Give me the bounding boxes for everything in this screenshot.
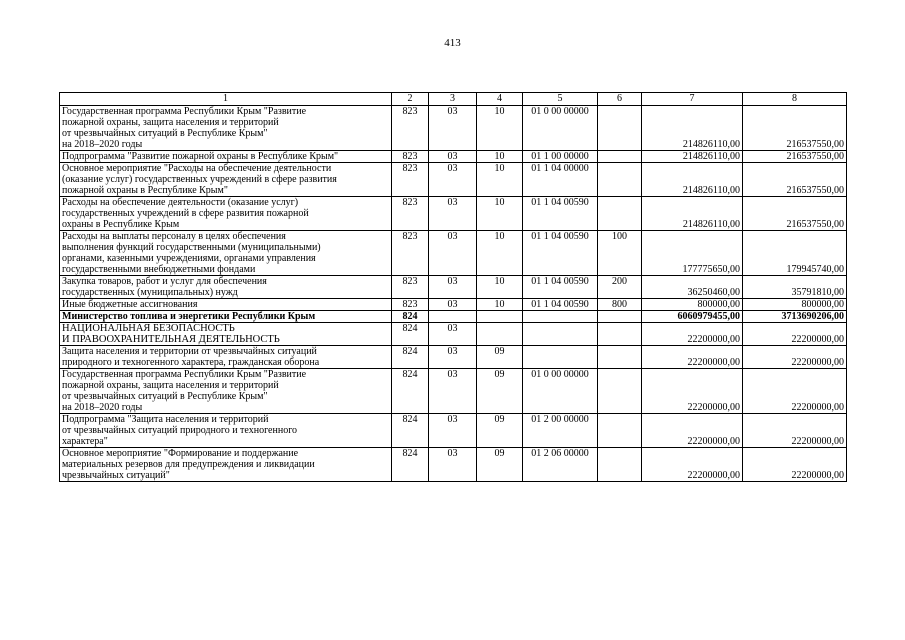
code-rz-cell: 03: [429, 276, 477, 299]
table-row: [60, 369, 847, 414]
page-number: 413: [444, 37, 461, 49]
amount-2019-cell: 6060979455,00: [642, 311, 743, 323]
code-pr-cell: 10: [477, 163, 523, 197]
code-csr-cell: 01 0 00 00000: [523, 369, 598, 414]
code-vr-cell: [598, 311, 642, 323]
amount-2020-cell: 3713690206,00: [743, 311, 847, 323]
code-gr-cell: 824: [392, 311, 429, 323]
table-row: [60, 346, 847, 369]
amount-2020-cell: 22200000,00: [743, 414, 847, 448]
code-rz-cell: 03: [429, 163, 477, 197]
amount-2019-cell: 22200000,00: [642, 414, 743, 448]
code-pr-cell: [477, 311, 523, 323]
code-pr-cell: 10: [477, 299, 523, 311]
amount-2020-cell: 800000,00: [743, 299, 847, 311]
code-csr-cell: 01 1 04 00000: [523, 163, 598, 197]
code-vr-cell: [598, 323, 642, 346]
amount-2019-cell: 214826110,00: [642, 151, 743, 163]
amount-2019-cell: 36250460,00: [642, 276, 743, 299]
code-rz-cell: 03: [429, 299, 477, 311]
table-row: [60, 151, 847, 163]
budget-table: [59, 92, 847, 482]
code-pr-cell: [477, 323, 523, 346]
code-rz-cell: 03: [429, 448, 477, 482]
code-gr-cell: 823: [392, 276, 429, 299]
code-csr-cell: 01 0 00 00000: [523, 106, 598, 151]
code-pr-cell: 09: [477, 369, 523, 414]
amount-2020-cell: 22200000,00: [743, 448, 847, 482]
code-rz-cell: 03: [429, 414, 477, 448]
code-rz-cell: 03: [429, 106, 477, 151]
code-vr-cell: [598, 106, 642, 151]
amount-2019-cell: 22200000,00: [642, 346, 743, 369]
code-csr-cell: 01 1 04 00590: [523, 276, 598, 299]
row-name-cell: Расходы на обеспечение деятельности (оказание услуг) государственных учреждений в сфере развития пожарной охраны в Республике Крым: [60, 197, 392, 231]
code-vr-cell: [598, 414, 642, 448]
table-row: [60, 106, 847, 151]
code-csr-cell: [523, 323, 598, 346]
header-row: [60, 93, 847, 106]
row-name-cell: Основное мероприятие "Формирование и поддержание материальных резервов для предупреждения и ликвидации чрезвычайных ситуаций": [60, 448, 392, 482]
code-gr-cell: 823: [392, 231, 429, 276]
amount-2020-cell: 22200000,00: [743, 323, 847, 346]
row-name-cell: Закупка товаров, работ и услуг для обеспечения государственных (муниципальных) нужд: [60, 276, 392, 299]
column-header: 2: [392, 93, 429, 106]
row-name-cell: Иные бюджетные ассигнования: [60, 299, 392, 311]
code-pr-cell: 10: [477, 276, 523, 299]
row-name-cell: Государственная программа Республики Крым "Развитие пожарной охраны, защита населения и территорий от чрезвычайных ситуаций в Республике Крым" на 2018–2020 годы: [60, 369, 392, 414]
column-header: 1: [60, 93, 392, 106]
table-row: [60, 163, 847, 197]
amount-2020-cell: 216537550,00: [743, 197, 847, 231]
table-row: [60, 448, 847, 482]
amount-2020-cell: 216537550,00: [743, 151, 847, 163]
row-name-cell: Основное мероприятие "Расходы на обеспечение деятельности (оказание услуг) государственных учреждений в сфере развития пожарной охраны в Республике Крым": [60, 163, 392, 197]
code-rz-cell: 03: [429, 323, 477, 346]
code-vr-cell: [598, 369, 642, 414]
code-csr-cell: 01 2 06 00000: [523, 448, 598, 482]
amount-2020-cell: 22200000,00: [743, 369, 847, 414]
amount-2019-cell: 22200000,00: [642, 323, 743, 346]
code-gr-cell: 824: [392, 346, 429, 369]
code-vr-cell: 100: [598, 231, 642, 276]
code-csr-cell: 01 1 04 00590: [523, 299, 598, 311]
code-gr-cell: 823: [392, 197, 429, 231]
amount-2019-cell: 22200000,00: [642, 448, 743, 482]
column-header: 7: [642, 93, 743, 106]
code-csr-cell: 01 1 04 00590: [523, 197, 598, 231]
code-csr-cell: 01 2 00 00000: [523, 414, 598, 448]
code-csr-cell: 01 1 04 00590: [523, 231, 598, 276]
amount-2020-cell: 22200000,00: [743, 346, 847, 369]
amount-2020-cell: 216537550,00: [743, 106, 847, 151]
code-rz-cell: 03: [429, 151, 477, 163]
amount-2019-cell: 800000,00: [642, 299, 743, 311]
amount-2020-cell: 216537550,00: [743, 163, 847, 197]
amount-2019-cell: 22200000,00: [642, 369, 743, 414]
code-gr-cell: 824: [392, 323, 429, 346]
column-header: 5: [523, 93, 598, 106]
row-name-cell: Подпрограмма "Защита населения и территорий от чрезвычайных ситуаций природного и техногенного характера": [60, 414, 392, 448]
code-gr-cell: 824: [392, 448, 429, 482]
code-vr-cell: [598, 163, 642, 197]
code-vr-cell: [598, 448, 642, 482]
table-row: [60, 414, 847, 448]
amount-2019-cell: 214826110,00: [642, 106, 743, 151]
code-rz-cell: 03: [429, 197, 477, 231]
row-name-cell: Расходы на выплаты персоналу в целях обеспечения выполнения функций государственными (муниципальными) органами, казенными учреждениями, органами управления государственными внебюджетными фондами: [60, 231, 392, 276]
code-rz-cell: [429, 311, 477, 323]
code-gr-cell: 824: [392, 369, 429, 414]
amount-2020-cell: 179945740,00: [743, 231, 847, 276]
amount-2020-cell: 35791810,00: [743, 276, 847, 299]
row-name-cell: НАЦИОНАЛЬНАЯ БЕЗОПАСНОСТЬ И ПРАВООХРАНИТЕЛЬНАЯ ДЕЯТЕЛЬНОСТЬ: [60, 323, 392, 346]
code-vr-cell: [598, 346, 642, 369]
code-vr-cell: 800: [598, 299, 642, 311]
code-csr-cell: [523, 311, 598, 323]
code-vr-cell: 200: [598, 276, 642, 299]
code-gr-cell: 823: [392, 106, 429, 151]
code-pr-cell: 09: [477, 414, 523, 448]
code-csr-cell: 01 1 00 00000: [523, 151, 598, 163]
row-name-cell: Государственная программа Республики Крым "Развитие пожарной охраны, защита населения и территорий от чрезвычайных ситуаций в Республике Крым" на 2018–2020 годы: [60, 106, 392, 151]
column-header: 8: [743, 93, 847, 106]
row-name-cell: Министерство топлива и энергетики Республики Крым: [60, 311, 392, 323]
code-pr-cell: 09: [477, 346, 523, 369]
amount-2019-cell: 214826110,00: [642, 163, 743, 197]
table-row: [60, 276, 847, 299]
row-name-cell: Подпрограмма "Развитие пожарной охраны в Республике Крым": [60, 151, 392, 163]
column-header: 6: [598, 93, 642, 106]
table-row: [60, 299, 847, 311]
code-rz-cell: 03: [429, 369, 477, 414]
code-rz-cell: 03: [429, 231, 477, 276]
code-pr-cell: 09: [477, 448, 523, 482]
amount-2019-cell: 177775650,00: [642, 231, 743, 276]
code-rz-cell: 03: [429, 346, 477, 369]
table-row: [60, 231, 847, 276]
table-row: [60, 197, 847, 231]
column-header: 4: [477, 93, 523, 106]
code-vr-cell: [598, 197, 642, 231]
code-vr-cell: [598, 151, 642, 163]
code-pr-cell: 10: [477, 106, 523, 151]
code-gr-cell: 823: [392, 151, 429, 163]
code-csr-cell: [523, 346, 598, 369]
code-pr-cell: 10: [477, 151, 523, 163]
table-row: [60, 323, 847, 346]
code-gr-cell: 824: [392, 414, 429, 448]
code-pr-cell: 10: [477, 231, 523, 276]
table-row: [60, 311, 847, 323]
row-name-cell: Защита населения и территории от чрезвычайных ситуаций природного и техногенного характера, гражданская оборона: [60, 346, 392, 369]
amount-2019-cell: 214826110,00: [642, 197, 743, 231]
code-gr-cell: 823: [392, 299, 429, 311]
code-gr-cell: 823: [392, 163, 429, 197]
column-header: 3: [429, 93, 477, 106]
code-pr-cell: 10: [477, 197, 523, 231]
